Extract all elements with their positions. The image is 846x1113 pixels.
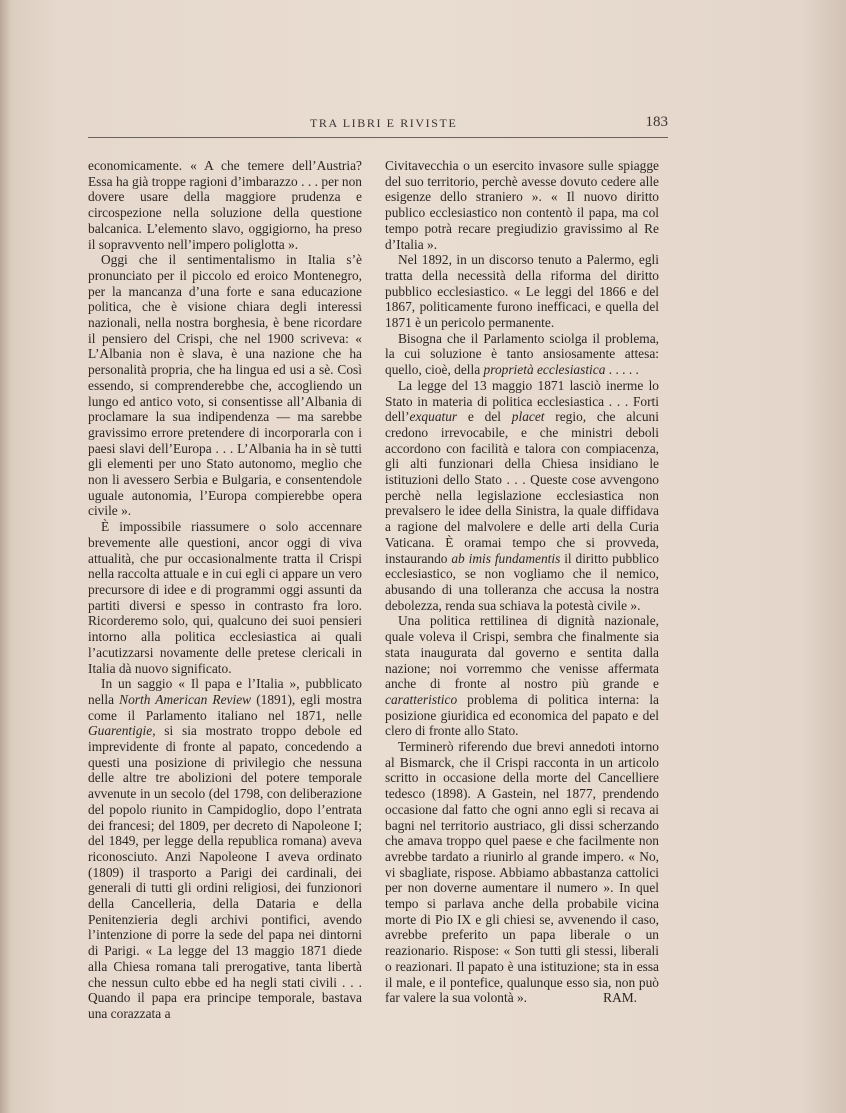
paragraph bbox=[88, 676, 362, 1021]
text-run: e del bbox=[457, 409, 512, 425]
left-column bbox=[88, 158, 362, 1022]
text-run: (1891), egli mostra come il Parlamento italiano nel 1871, nelle bbox=[88, 691, 362, 723]
right-column bbox=[385, 158, 659, 1006]
text-run: In un saggio « Il papa e l’Italia », pubblicato nella bbox=[88, 676, 362, 707]
text-run: Una politica rettilinea di dignità nazionale, quale voleva il Crispi, sembra che finalmente sia stata inaugurata dal governo e sentita dalla nazione; noi vorremmo che venisse affermata anche di fronte al nostro più grande e bbox=[385, 613, 659, 692]
header-rule bbox=[88, 137, 668, 138]
italic-term: placet bbox=[511, 409, 545, 425]
paragraph bbox=[385, 613, 659, 739]
text-run: problema di politica interna: la posizione giuridica ed economica del papato e del clero di fronte allo Stato. bbox=[385, 691, 659, 739]
page-number: 183 bbox=[645, 114, 668, 130]
text-run: il diritto pubblico ecclesiastico, se non vogliamo che il nemico, abusando di una tolleranza che accusa la nostra debolezza, renda sua schiava la potestà civile ». bbox=[385, 550, 659, 613]
paragraph bbox=[385, 739, 659, 1006]
paragraph: economicamente. « A che temere dell’Austria? Essa ha già troppe ragioni d’imbarazzo . . . per non dovere usare della maggiore prudenza e circospezione nella soluzione della questione balcanica. L’elemento slavo, oggigiorno, ha preso il sopravvento nell’impero poliglotta ». bbox=[88, 158, 362, 252]
text-run: . . . . . bbox=[605, 362, 639, 378]
paragraph: Nel 1892, in un discorso tenuto a Palermo, egli tratta della necessità della riforma del diritto pubblico ecclesiastico. « Le leggi del 1866 e del 1867, politicamente furono inefficaci, e quella del 1871 è un pericolo permanente. bbox=[385, 252, 659, 331]
text-run: La legge del 13 maggio 1871 lasciò inerme lo Stato in materia di politica ecclesiastica . . . Forti dell’ bbox=[385, 377, 659, 425]
latin-phrase: ab imis fundamentis bbox=[451, 550, 561, 566]
paragraph bbox=[385, 331, 659, 378]
text-run: regio, che alcuni credono irrevocabile, e che ministri deboli accordono con facilità e talora con compiacenza, gli alti funzionari della Chiesa insidiano le istituzioni dello Stato . . . Queste cose avvengono perchè nella legislazione ecclesiastica non prevalsero le idee della Sinistra, la quale diffidava a ragione del malvolere e delle arti della Curia Vaticana. È oramai tempo che si provveda, instaurando bbox=[385, 409, 659, 566]
paragraph: Oggi che il sentimentalismo in Italia s’è pronunciato per il piccolo ed eroico Montenegro, per la mancanza d’una forte e sana educazione politica, che è visione chiara degli interessi nazionali, nella nostra borghesia, è bene ricordare il pensiero del Crispi, che nel 1900 scriveva: « L’Albania non è slava, è una nazione che ha personalità propria, che ha lingua ed usi a sè. Così essendo, si comprenderebbe che, accogliendo un lungo ed antico voto, si consentisse all’Albania di proclamare la sua indipendenza — ma sarebbe gravissimo errore pretendere di incorporarla con i paesi slavi dell’Europa . . . L’Albania ha in sè tutti gli elementi per uno Stato autonomo, meglio che non li avessero Serbia e Bulgaria, e consentendole uguale autonomia, l’Europa compierebbe opera civile ». bbox=[88, 252, 362, 519]
italic-term: exquatur bbox=[409, 409, 458, 425]
law-title: Guarentigie bbox=[88, 723, 153, 739]
page-header bbox=[88, 114, 668, 138]
author-signature: RAM. bbox=[603, 990, 637, 1006]
italic-term: caratteristico bbox=[385, 691, 458, 707]
text-run: Bisogna che il Parlamento sciolga il problema, la cui soluzione è tanto ansiosamente attesa: quello, cioè, della bbox=[385, 330, 659, 378]
paragraph: Civitavecchia o un esercito invasore sulle spiagge del suo territorio, perchè avesse dovuto cedere alle esigenze dello straniero ». « Il nuovo diritto publico ecclesiastico non contentò il papa, ma col tempo potrà recare pregiudizio gravissimo al Re d’Italia ». bbox=[385, 158, 659, 252]
paragraph bbox=[385, 378, 659, 614]
paragraph: È impossibile riassumere o solo accennare brevemente alle questioni, ancor oggi di viva attualità, che pur occasionalmente tratta il Crispi nella raccolta attuale e in cui egli ci appare un vero precursore di idee e di programmi oggi assunti da partiti diversi e spesso in contrasto fra loro. Ricorderemo solo, qui, qualcuno dei suoi pensieri intorno alla politica ecclesiastica ai quali l’acutizzarsi novamente delle pretese clericali in Italia dà nuovo significato. bbox=[88, 519, 362, 676]
text-run: Terminerò riferendo due brevi annedoti intorno al Bismarck, che il Crispi racconta in un articolo scritto in occasione della morte del Cancelliere tedesco (1898). A Gastein, nel 1877, prendendo occasione dal fatto che ogni anno egli si recava ai bagni nel territorio austriaco, gli dissi scherzando che amava troppo quel paese e che facilmente non avrebbe tardato a riunirlo al grande impero. « No, vi sbagliate, rispose. Abbiamo abbastanza cattolici per non doverne aumentare il numero ». In quel tempo si parlava anche della probabile vicina morte di Pio IX e gli chiesi se, avvenendo il caso, avrebbe preferito un papa liberale o un reazionario. Rispose: « Son tutti gli stessi, liberali o reazionari. Il papato è una istituzione; sta in essa il male, e il pontefice, qualunque esso sia, non può far valere la sua volontà ». bbox=[385, 739, 659, 1006]
running-head: TRA LIBRI E RIVISTE bbox=[310, 116, 458, 130]
italic-term: proprietà ecclesiastica bbox=[483, 362, 606, 378]
book-spine-edge bbox=[0, 0, 10, 1113]
text-run: , si sia mostrato troppo debole ed imprevidente di fronte al papato, concedendo a questi una posizione di privilegio che nessuna delle altre tre abolizioni del potere temporale avvenute in un secolo (del 1798, con deliberazione del popolo riunito in Campidoglio, dopo l’entrata dei francesi; del 1809, per decreto di Napoleone I; del 1849, per legge della republica romana) aveva riconosciuto. Anzi Napoleone I aveva ordinato (1809) il trasporto a Parigi dei cardinali, dei generali di tutti gli ordini religiosi, dei funzionori della Cancelleria, della Dataria e della Penitenzieria degli archivi pontifici, avendo l’intenzione di porre la sede del papa nei dintorni di Parigi. « La legge del 13 maggio 1871 diede alla Chiesa romana tali prerogative, tanta libertà che nessun culto ebbe ed ha negli stati civili . . . Quando il papa era principe temporale, bastava una corazzata a bbox=[88, 723, 362, 1021]
journal-title: North American Review bbox=[119, 691, 252, 707]
